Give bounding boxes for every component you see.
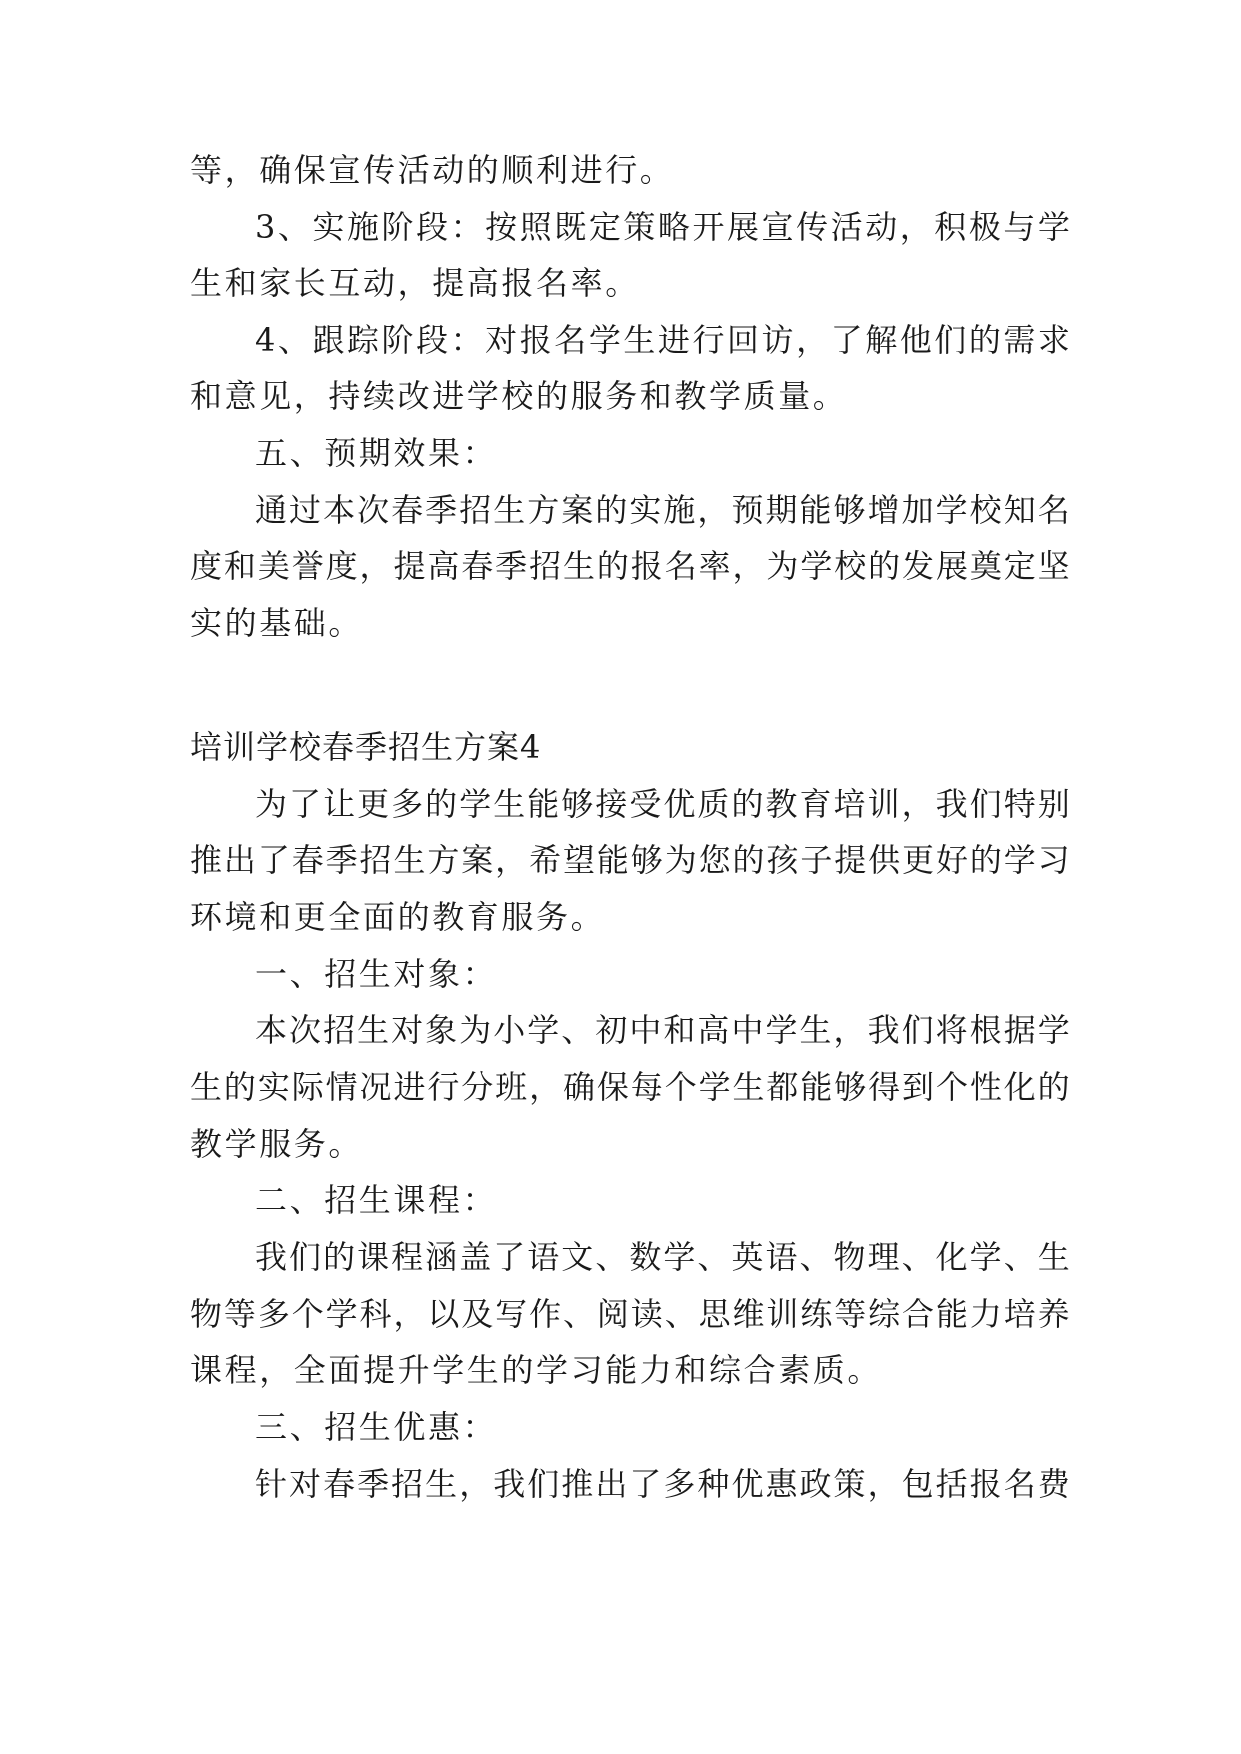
glyph: 解 bbox=[865, 321, 898, 359]
glyph: 我 bbox=[493, 1465, 526, 1503]
glyph: 能 bbox=[800, 1068, 833, 1106]
glyph: 子 bbox=[800, 841, 833, 879]
glyph: 对 bbox=[485, 321, 518, 359]
glyph: 高 bbox=[427, 547, 460, 585]
glyph: 、 bbox=[901, 1238, 934, 1276]
glyph: 读 bbox=[630, 1295, 663, 1333]
paragraph-line bbox=[255, 1010, 1070, 1050]
glyph: 分 bbox=[461, 1068, 494, 1106]
glyph: 思 bbox=[698, 1295, 731, 1333]
glyph: 、 bbox=[664, 1295, 697, 1333]
glyph: 度 bbox=[325, 547, 358, 585]
glyph: 、 bbox=[561, 1011, 594, 1049]
glyph: 学 bbox=[698, 1068, 731, 1106]
glyph: 得 bbox=[868, 1068, 901, 1106]
glyph: 了 bbox=[257, 841, 290, 879]
glyph: 我 bbox=[935, 785, 968, 823]
glyph: 的 bbox=[1037, 1068, 1070, 1106]
glyph: 种 bbox=[697, 1465, 730, 1503]
glyph: 以 bbox=[427, 1295, 460, 1333]
glyph: 推 bbox=[190, 841, 223, 879]
glyph: 保 bbox=[596, 1068, 629, 1106]
glyph: 学 bbox=[527, 1011, 560, 1049]
glyph: 培 bbox=[1003, 1295, 1036, 1333]
glyph: 预 bbox=[731, 491, 764, 529]
glyph: 育 bbox=[799, 785, 832, 823]
glyph: 班 bbox=[495, 1068, 528, 1106]
glyph: 生 bbox=[493, 491, 526, 529]
glyph: 等 bbox=[223, 1295, 256, 1333]
glyph: 、 bbox=[277, 321, 310, 359]
glyph: 的 bbox=[223, 1068, 256, 1106]
glyph: 综 bbox=[868, 1295, 901, 1333]
glyph: 动 bbox=[865, 208, 898, 246]
glyph: 传 bbox=[796, 208, 829, 246]
glyph: 够 bbox=[630, 841, 663, 879]
glyph: 语 bbox=[527, 1238, 560, 1276]
glyph: 学 bbox=[1037, 208, 1070, 246]
glyph: 了 bbox=[629, 1465, 662, 1503]
glyph: 习 bbox=[1037, 841, 1070, 879]
paragraph-line bbox=[190, 546, 1070, 586]
glyph: 优 bbox=[731, 1465, 764, 1503]
glyph: 够 bbox=[561, 785, 594, 823]
glyph: 施 bbox=[663, 491, 696, 529]
glyph: 语 bbox=[765, 1238, 798, 1276]
glyph: 多 bbox=[257, 1295, 290, 1333]
glyph: 出 bbox=[223, 841, 256, 879]
glyph: 跟 bbox=[312, 321, 345, 359]
glyph: 行 bbox=[427, 1068, 460, 1106]
paragraph-line: 实的基础。 bbox=[190, 604, 364, 642]
glyph: 需 bbox=[1003, 321, 1036, 359]
glyph: 了 bbox=[289, 785, 322, 823]
glyph: 政 bbox=[799, 1465, 832, 1503]
glyph: 更 bbox=[357, 785, 390, 823]
glyph: 积 bbox=[934, 208, 967, 246]
glyph: 学 bbox=[325, 1295, 358, 1333]
glyph: 能 bbox=[527, 785, 560, 823]
glyph: 对 bbox=[289, 1465, 322, 1503]
glyph: 优 bbox=[663, 785, 696, 823]
glyph: 们 bbox=[289, 1238, 322, 1276]
glyph: 括 bbox=[935, 1465, 968, 1503]
glyph: 学 bbox=[969, 1238, 1002, 1276]
glyph: 展 bbox=[935, 547, 968, 585]
glyph: 美 bbox=[257, 547, 290, 585]
glyph: 文 bbox=[561, 1238, 594, 1276]
glyph: 实 bbox=[629, 491, 662, 529]
glyph: 照 bbox=[519, 208, 552, 246]
glyph: 提 bbox=[834, 841, 867, 879]
glyph: 象 bbox=[425, 1011, 458, 1049]
glyph: 名 bbox=[1037, 491, 1070, 529]
glyph: 等 bbox=[834, 1295, 867, 1333]
glyph: 我 bbox=[255, 1238, 288, 1276]
glyph: 推 bbox=[561, 1465, 594, 1503]
glyph: 招 bbox=[459, 491, 492, 529]
glyph: 阶 bbox=[381, 321, 414, 359]
glyph: 初 bbox=[595, 1011, 628, 1049]
glyph: 为 bbox=[459, 1011, 492, 1049]
glyph: 能 bbox=[799, 491, 832, 529]
glyph: 对 bbox=[391, 1011, 424, 1049]
glyph: 春 bbox=[461, 547, 494, 585]
glyph: 希 bbox=[529, 841, 562, 879]
glyph: 报 bbox=[969, 1465, 1002, 1503]
glyph: 、 bbox=[799, 1238, 832, 1276]
glyph: 们 bbox=[901, 1011, 934, 1049]
glyph: 们 bbox=[527, 1465, 560, 1503]
glyph: 的 bbox=[868, 547, 901, 585]
glyph: 回 bbox=[727, 321, 760, 359]
glyph: 际 bbox=[291, 1068, 324, 1106]
glyph: ， bbox=[867, 1465, 900, 1503]
glyph: 生 bbox=[623, 321, 656, 359]
glyph: 次 bbox=[289, 1011, 322, 1049]
glyph: 他 bbox=[899, 321, 932, 359]
section-heading: 二、招生课程： bbox=[255, 1181, 498, 1219]
glyph: 生 bbox=[732, 1068, 765, 1106]
glyph: 报 bbox=[519, 321, 552, 359]
glyph: 及 bbox=[461, 1295, 494, 1333]
glyph: 阅 bbox=[596, 1295, 629, 1333]
glyph: 数 bbox=[629, 1238, 662, 1276]
glyph: 行 bbox=[692, 321, 725, 359]
glyph: 、 bbox=[562, 1295, 595, 1333]
glyph: 写 bbox=[495, 1295, 528, 1333]
glyph: 确 bbox=[562, 1068, 595, 1106]
glyph: 供 bbox=[868, 841, 901, 879]
glyph: 的 bbox=[731, 785, 764, 823]
glyph: 季 bbox=[357, 1465, 390, 1503]
glyph: 程 bbox=[391, 1238, 424, 1276]
glyph: 学 bbox=[459, 785, 492, 823]
glyph: 别 bbox=[1037, 785, 1070, 823]
glyph: 为 bbox=[255, 785, 288, 823]
glyph: 了 bbox=[830, 321, 863, 359]
glyph: 招 bbox=[359, 841, 392, 879]
glyph: 惠 bbox=[765, 1465, 798, 1503]
glyph: ， bbox=[901, 785, 934, 823]
glyph: 过 bbox=[289, 491, 322, 529]
glyph: ， bbox=[459, 1465, 492, 1503]
glyph: 方 bbox=[427, 841, 460, 879]
glyph: 根 bbox=[969, 1011, 1002, 1049]
glyph: 学 bbox=[800, 547, 833, 585]
glyph: 按 bbox=[485, 208, 518, 246]
glyph: 访 bbox=[761, 321, 794, 359]
glyph: 发 bbox=[902, 547, 935, 585]
glyph: 能 bbox=[935, 1295, 968, 1333]
glyph: 极 bbox=[968, 208, 1001, 246]
glyph: 本 bbox=[255, 1011, 288, 1049]
glyph: 的 bbox=[425, 785, 458, 823]
glyph: 生 bbox=[190, 1068, 223, 1106]
glyph: 望 bbox=[562, 841, 595, 879]
glyph: 的 bbox=[323, 1238, 356, 1276]
glyph: 季 bbox=[425, 491, 458, 529]
paragraph-line: 环境和更全面的教育服务。 bbox=[190, 898, 606, 936]
glyph: 合 bbox=[902, 1295, 935, 1333]
glyph: 培 bbox=[833, 785, 866, 823]
glyph: 们 bbox=[934, 321, 967, 359]
glyph: 生 bbox=[1037, 1238, 1070, 1276]
glyph: 个 bbox=[935, 1068, 968, 1106]
glyph: 了 bbox=[493, 1238, 526, 1276]
glyph: 施 bbox=[346, 208, 379, 246]
glyph: 够 bbox=[834, 1068, 867, 1106]
glyph: 生 bbox=[357, 1011, 390, 1049]
glyph: 高 bbox=[697, 1011, 730, 1049]
glyph: 提 bbox=[393, 547, 426, 585]
glyph: 孩 bbox=[766, 841, 799, 879]
glyph: 案 bbox=[461, 841, 494, 879]
paragraph-line bbox=[190, 1067, 1070, 1107]
glyph: 养 bbox=[1037, 1295, 1070, 1333]
glyph: 开 bbox=[692, 208, 725, 246]
glyph: ： bbox=[450, 208, 483, 246]
glyph: 策 bbox=[833, 1465, 866, 1503]
glyph: 、 bbox=[595, 1238, 628, 1276]
paragraph-line bbox=[255, 1237, 1070, 1277]
glyph: 多 bbox=[663, 1465, 696, 1503]
glyph: 情 bbox=[325, 1068, 358, 1106]
glyph: 策 bbox=[623, 208, 656, 246]
glyph: 活 bbox=[830, 208, 863, 246]
glyph: 坚 bbox=[1037, 547, 1070, 585]
glyph: 招 bbox=[323, 1011, 356, 1049]
glyph: 求 bbox=[1037, 321, 1070, 359]
glyph: 的 bbox=[969, 841, 1002, 879]
glyph: ， bbox=[899, 208, 932, 246]
glyph: 春 bbox=[391, 491, 424, 529]
glyph: 率 bbox=[698, 547, 731, 585]
glyph: 与 bbox=[1003, 208, 1036, 246]
glyph: ， bbox=[359, 547, 392, 585]
glyph: 季 bbox=[325, 841, 358, 879]
glyph: 英 bbox=[731, 1238, 764, 1276]
glyph: 实 bbox=[257, 1068, 290, 1106]
glyph: 更 bbox=[902, 841, 935, 879]
glyph: 课 bbox=[357, 1238, 390, 1276]
glyph: 和 bbox=[663, 1011, 696, 1049]
glyph: 盖 bbox=[459, 1238, 492, 1276]
glyph: 费 bbox=[1037, 1465, 1070, 1503]
glyph: 通 bbox=[255, 491, 288, 529]
glyph: 生 bbox=[562, 547, 595, 585]
glyph: 和 bbox=[223, 547, 256, 585]
paragraph-line bbox=[190, 1294, 1070, 1334]
glyph: 进 bbox=[393, 1068, 426, 1106]
glyph: 中 bbox=[731, 1011, 764, 1049]
section-heading: 一、招生对象： bbox=[255, 955, 498, 993]
glyph: 阶 bbox=[381, 208, 414, 246]
section-heading: 三、招生优惠： bbox=[255, 1408, 498, 1446]
glyph: 定 bbox=[588, 208, 621, 246]
glyph: 略 bbox=[657, 208, 690, 246]
glyph: 针 bbox=[255, 1465, 288, 1503]
glyph: 包 bbox=[901, 1465, 934, 1503]
glyph: ， bbox=[495, 841, 528, 879]
glyph: 招 bbox=[391, 1465, 424, 1503]
paragraph-line: 生和家长互动，提高报名率。 bbox=[190, 264, 640, 302]
glyph: 本 bbox=[323, 491, 356, 529]
glyph: 物 bbox=[833, 1238, 866, 1276]
glyph: 多 bbox=[391, 785, 424, 823]
glyph: 质 bbox=[697, 785, 730, 823]
glyph: 、 bbox=[697, 1238, 730, 1276]
glyph: 将 bbox=[935, 1011, 968, 1049]
paragraph-line bbox=[255, 784, 1070, 824]
glyph: 度 bbox=[190, 547, 223, 585]
glyph: 科 bbox=[359, 1295, 392, 1333]
paragraph-line bbox=[255, 320, 1070, 360]
glyph: 性 bbox=[969, 1068, 1002, 1106]
glyph: 名 bbox=[664, 547, 697, 585]
glyph: 都 bbox=[766, 1068, 799, 1106]
glyph: 出 bbox=[595, 1465, 628, 1503]
glyph: 季 bbox=[495, 547, 528, 585]
glyph: ， bbox=[833, 1011, 866, 1049]
glyph: 好 bbox=[935, 841, 968, 879]
glyph: 的 bbox=[595, 491, 628, 529]
paragraph-line bbox=[255, 490, 1070, 530]
glyph: 学 bbox=[663, 1238, 696, 1276]
document-title: 培训学校春季招生方案4 bbox=[190, 728, 542, 766]
glyph: 为 bbox=[766, 547, 799, 585]
glyph: 加 bbox=[901, 491, 934, 529]
glyph: 维 bbox=[732, 1295, 765, 1333]
glyph: ， bbox=[393, 1295, 426, 1333]
glyph: 奠 bbox=[969, 547, 1002, 585]
glyph: 理 bbox=[867, 1238, 900, 1276]
glyph: 生 bbox=[425, 1465, 458, 1503]
glyph: 生 bbox=[393, 841, 426, 879]
paragraph-line: 课程，全面提升学生的学习能力和综合素质。 bbox=[190, 1351, 883, 1389]
glyph: 受 bbox=[629, 785, 662, 823]
glyph: 学 bbox=[1037, 1011, 1070, 1049]
glyph: 化 bbox=[935, 1238, 968, 1276]
glyph: ， bbox=[732, 547, 765, 585]
glyph: ， bbox=[529, 1068, 562, 1106]
glyph: 校 bbox=[834, 547, 867, 585]
glyph: 学 bbox=[935, 491, 968, 529]
glyph: 的 bbox=[596, 547, 629, 585]
glyph: 实 bbox=[312, 208, 345, 246]
glyph: 们 bbox=[969, 785, 1002, 823]
glyph: 接 bbox=[595, 785, 628, 823]
glyph: 誉 bbox=[291, 547, 324, 585]
glyph: 春 bbox=[291, 841, 324, 879]
section-heading: 五、预期效果： bbox=[255, 434, 498, 472]
glyph: 力 bbox=[969, 1295, 1002, 1333]
glyph: 训 bbox=[867, 785, 900, 823]
glyph: 名 bbox=[1003, 1465, 1036, 1503]
glyph: 踪 bbox=[346, 321, 379, 359]
paragraph-line: 等，确保宣传活动的顺利进行。 bbox=[190, 151, 675, 189]
paragraph-line bbox=[255, 1464, 1070, 1504]
glyph: 为 bbox=[664, 841, 697, 879]
glyph: 的 bbox=[968, 321, 1001, 359]
glyph: 段 bbox=[416, 208, 449, 246]
glyph: 方 bbox=[527, 491, 560, 529]
glyph: ， bbox=[796, 321, 829, 359]
glyph: 定 bbox=[1003, 547, 1036, 585]
glyph: 的 bbox=[732, 841, 765, 879]
glyph: 次 bbox=[357, 491, 390, 529]
glyph: 3 bbox=[255, 208, 276, 246]
glyph: 、 bbox=[277, 208, 310, 246]
glyph: 教 bbox=[765, 785, 798, 823]
glyph: 您 bbox=[698, 841, 731, 879]
glyph: 到 bbox=[902, 1068, 935, 1106]
glyph: ： bbox=[450, 321, 483, 359]
glyph: 况 bbox=[359, 1068, 392, 1106]
glyph: 知 bbox=[1003, 491, 1036, 529]
glyph: 物 bbox=[190, 1295, 223, 1333]
glyph: 让 bbox=[323, 785, 356, 823]
glyph: 名 bbox=[554, 321, 587, 359]
paragraph-line: 和意见，持续改进学校的服务和教学质量。 bbox=[190, 377, 848, 415]
glyph: 特 bbox=[1003, 785, 1036, 823]
glyph: 生 bbox=[493, 785, 526, 823]
glyph: 够 bbox=[833, 491, 866, 529]
glyph: 4 bbox=[255, 321, 276, 359]
glyph: 增 bbox=[867, 491, 900, 529]
glyph: 段 bbox=[416, 321, 449, 359]
glyph: 期 bbox=[765, 491, 798, 529]
glyph: 学 bbox=[765, 1011, 798, 1049]
glyph: 中 bbox=[629, 1011, 662, 1049]
glyph: 据 bbox=[1003, 1011, 1036, 1049]
paragraph-line bbox=[190, 840, 1070, 880]
glyph: 进 bbox=[657, 321, 690, 359]
glyph: 作 bbox=[529, 1295, 562, 1333]
glyph: 每 bbox=[630, 1068, 663, 1106]
glyph: 招 bbox=[529, 547, 562, 585]
glyph: 学 bbox=[588, 321, 621, 359]
glyph: 我 bbox=[867, 1011, 900, 1049]
glyph: 练 bbox=[800, 1295, 833, 1333]
glyph: 训 bbox=[766, 1295, 799, 1333]
glyph: 宣 bbox=[761, 208, 794, 246]
glyph: 既 bbox=[554, 208, 587, 246]
glyph: 学 bbox=[1003, 841, 1036, 879]
glyph: 报 bbox=[630, 547, 663, 585]
glyph: 涵 bbox=[425, 1238, 458, 1276]
glyph: 小 bbox=[493, 1011, 526, 1049]
glyph: 、 bbox=[1003, 1238, 1036, 1276]
paragraph-line bbox=[255, 207, 1070, 247]
glyph: 能 bbox=[596, 841, 629, 879]
glyph: 案 bbox=[561, 491, 594, 529]
paragraph-line: 教学服务。 bbox=[190, 1125, 364, 1163]
glyph: 春 bbox=[323, 1465, 356, 1503]
glyph: ， bbox=[697, 491, 730, 529]
glyph: 化 bbox=[1003, 1068, 1036, 1106]
glyph: 展 bbox=[727, 208, 760, 246]
glyph: 生 bbox=[799, 1011, 832, 1049]
glyph: 个 bbox=[664, 1068, 697, 1106]
glyph: 个 bbox=[291, 1295, 324, 1333]
glyph: 校 bbox=[969, 491, 1002, 529]
